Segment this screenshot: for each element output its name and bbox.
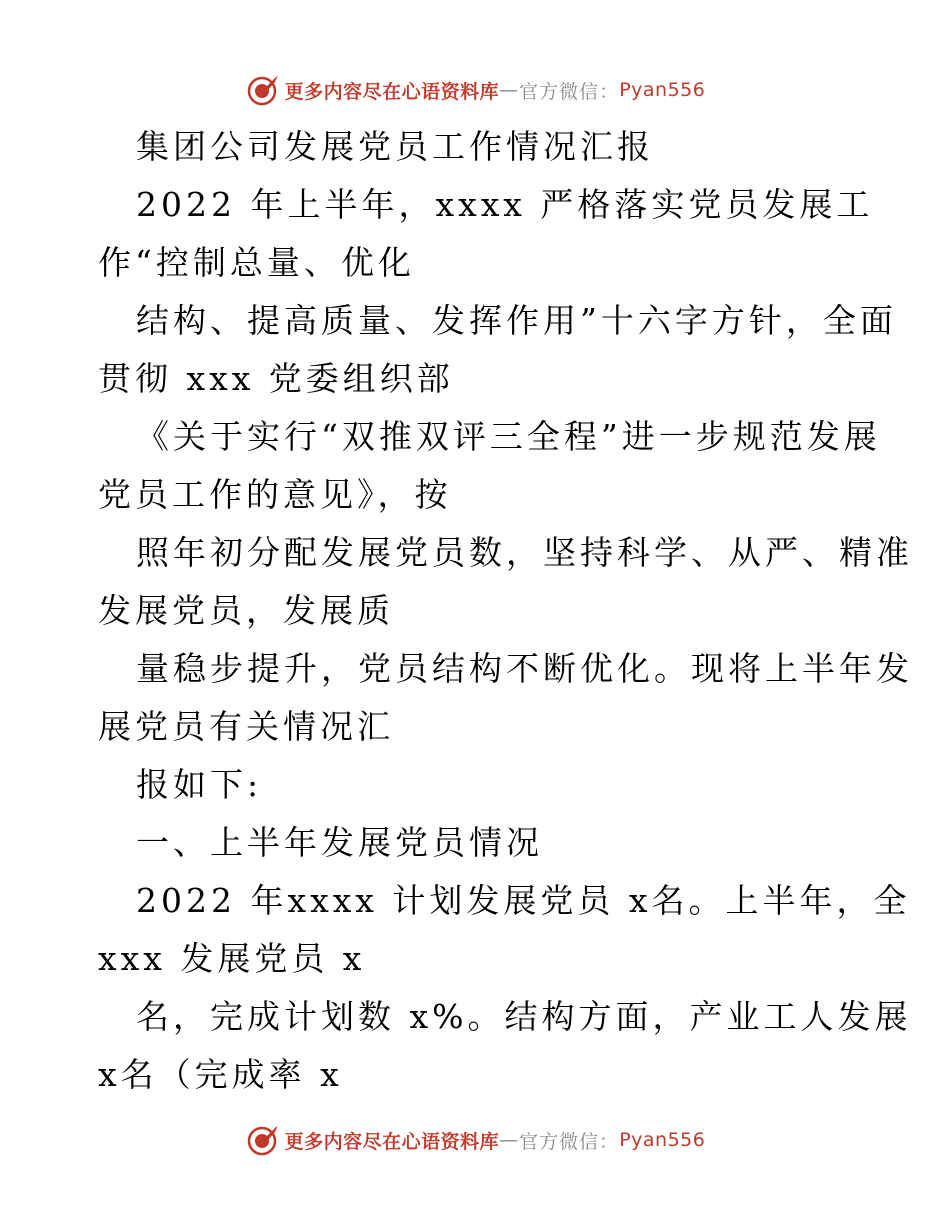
banner-dash: —: [499, 79, 520, 101]
paragraph-line: 2022 年上半年，xxxx 严格落实党员发展工: [136, 185, 874, 224]
paragraph-line: 《关于实行“双推双评三全程”进一步规范发展: [136, 417, 881, 456]
paragraph-line: 名，完成计划数 x%。结构方面，产业工人发展: [136, 997, 912, 1036]
document-title: 集团公司发展党员工作情况汇报: [136, 127, 654, 166]
paragraph-line: xxx 发展党员 x: [98, 939, 366, 978]
quill-seal-logo-icon: [245, 1122, 281, 1158]
section-heading: 一、上半年发展党员情况: [136, 823, 543, 862]
banner-wechat-id: Pyan556: [619, 79, 706, 101]
footer-watermark-banner: [0, 1120, 950, 1160]
paragraph-line: 报如下:: [136, 765, 263, 804]
paragraph-line: 2022 年xxxx 计划发展党员 x名。上半年，全: [136, 881, 911, 920]
banner-dash: —: [499, 1129, 520, 1151]
paragraph-line: 结构、提高质量、发挥作用”十六字方针，全面: [136, 301, 897, 340]
banner-wechat-label: 官方微信：: [519, 80, 620, 103]
paragraph-line: x名（完成率 x: [98, 1055, 343, 1094]
paragraph-line: 照年初分配发展党员数，坚持科学、从严、精准: [136, 533, 913, 572]
quill-seal-logo-icon: [245, 72, 281, 108]
paragraph-line: 展党员有关情况汇: [98, 707, 394, 746]
banner-wechat-label: 官方微信：: [519, 1130, 620, 1153]
paragraph-line: 量稳步提升，党员结构不断优化。现将上半年发: [136, 649, 913, 688]
header-watermark-banner: [0, 70, 950, 110]
banner-wechat-id: Pyan556: [619, 1129, 706, 1151]
paragraph-line: 贯彻 xxx 党委组织部: [98, 359, 454, 398]
banner-main-text: 更多内容尽在心语资料库: [284, 1130, 500, 1153]
paragraph-line: 发展党员，发展质: [98, 591, 394, 630]
paragraph-line: 党员工作的意见》，按: [98, 475, 452, 514]
paragraph-line: 作“控制总量、优化: [98, 243, 415, 282]
banner-main-text: 更多内容尽在心语资料库: [284, 80, 500, 103]
